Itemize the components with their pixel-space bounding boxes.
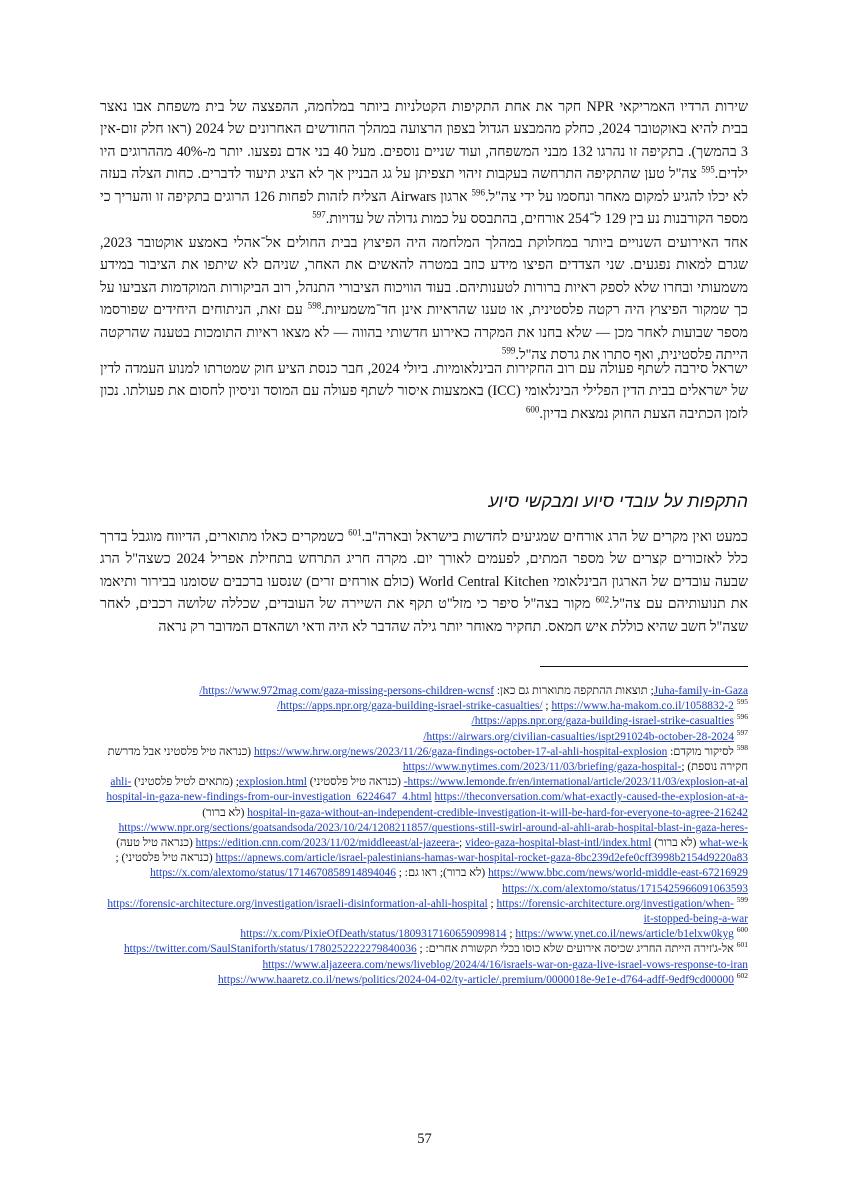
footnote-link[interactable]: explosion.html xyxy=(238,776,307,789)
footnote-link[interactable]: https://www.npr.org/sections/goatsandsoda/2023/10/24/1208211857/questions-still-swirl-around-al-ahli-arab-hospital-blast-in-gaza-heres-what-we-k xyxy=(118,821,748,850)
footnote-link[interactable]: https://www.lemonde.fr/en/international/article/2023/11/03/explosion-at-al- xyxy=(403,776,748,789)
footnote-number: 599 xyxy=(736,895,748,905)
footnote-594-continued xyxy=(100,684,748,699)
section-heading: התקפות על עובדי סיוע ומבקשי סיוע xyxy=(488,491,748,511)
footnote-link[interactable]: https://twitter.com/SaulStaniforth/status/1780252222279840036 xyxy=(123,943,417,956)
footnote-link[interactable]: https://edition.cnn.com/2023/11/02/middleeast/al-jazeera- xyxy=(195,837,460,850)
footnote-link[interactable]: Juha-family-in-Gaza xyxy=(653,685,748,697)
footnote-ref[interactable]: 597 xyxy=(312,209,326,220)
footnote-number: 600 xyxy=(736,925,748,935)
footnote-link[interactable]: https://airwars.org/civilian-casualties/ispt291024b-october-28-2024/ xyxy=(423,730,734,743)
footnote-599 xyxy=(100,897,748,927)
footnote-link[interactable]: https://www.haaretz.co.il/news/politics/2024-04-02/ty-article/.premium/0000018e-9e1e-d764-adff-9edf9cd00000 xyxy=(217,973,734,986)
body-paragraph-1 xyxy=(100,96,748,230)
footnote-number: 596 xyxy=(736,712,748,722)
footnote-ref[interactable]: 600 xyxy=(525,404,540,415)
footnote-ref[interactable]: 599 xyxy=(501,345,516,356)
footnote-number: 601 xyxy=(736,940,748,950)
footnote-number: 595 xyxy=(736,697,748,707)
footnote-link[interactable]: https://x.com/alextomo/status/1714670858914894046 xyxy=(150,867,396,880)
footnote-link[interactable]: https://www.aljazeera.com/news/liveblog/2024/4/16/israels-war-on-gaza-live-israel-vows-response-to-iran xyxy=(262,958,748,971)
footnote-text: ; xyxy=(542,700,552,713)
footnote-link[interactable]: https://apps.npr.org/gaza-building-israel-strike-casualties/ xyxy=(471,715,734,728)
footnote-text: ; xyxy=(487,897,497,910)
footnote-link[interactable]: https://apps.npr.org/gaza-building-israel-strike-casualties/ xyxy=(280,700,543,713)
body-paragraph-2 xyxy=(100,232,748,366)
footnote-601 xyxy=(100,942,748,972)
footnote-ref[interactable]: 601 xyxy=(348,527,362,538)
paragraph-text: מקור בצה"ל סיפר כי מזל"ט תקף את השיירה של העובדים, שכללה שלושה רכבים, לאחר שצה"ל חשב שהיא כוללת איש חמאס. תחקיר מאוחר יותר גילה שהדבר לא היה ודאי ושהאדם המדובר רק נראה xyxy=(100,596,748,635)
paragraph-text: עם זאת, הניתוחים היחידים שפורסמו מספר שבועות לאחר מכן — שלא בחנו את המקרה כאירוע חדשותי בהווה — לא מצאו ראיות התומכות בטענה שהרקטה הייתה פלסטינית, ואף סתרו את גרסת צה"ל. xyxy=(100,302,748,364)
footnote-text: ; xyxy=(395,867,402,880)
footnote-ref[interactable]: 596 xyxy=(471,186,485,197)
footnote-link[interactable]: https://apnews.com/article/israel-palestinians-hamas-war-hospital-rocket-gaza-8bc239d2efe0cff3998b2154d9220a83 xyxy=(215,852,748,865)
paragraph-text: אחד האירועים השנויים ביותר במחלוקת במהלך המלחמה היה הפיצוץ בבית החולים אל־אהלי באמצע אוקטובר 2023, שגרם למאות נפגעים. שני הצדדים הפיצו מידע כוזב במטרה להאשים את האחר, שניהם לא שיתפו את הציבור במידע משמעותי ובחרו שלא לספק ראיות ברורות לטענותיהם. בעוד הוויכוח הציבורי התנהל, רוב הביקורות המוקדמות הצביעו על כך שמקור הפיצוץ היה רקטה פלסטינית, או טענו שהראיות אינן חד־משמעיות. xyxy=(100,235,748,319)
footnote-link[interactable]: https://www.nytimes.com/2023/11/03/briefing/gaza-hospital- xyxy=(402,761,682,774)
footnote-text: (לא ברור); ראו גם: xyxy=(401,867,489,880)
footnote-link[interactable]: https://www.972mag.com/gaza-missing-persons-children-wcnsf/ xyxy=(199,685,495,697)
footnote-text: ; xyxy=(681,761,685,774)
footnote-text: (לא ברור) xyxy=(202,806,248,819)
footnote-text: ; xyxy=(506,928,516,941)
footnotes xyxy=(100,684,748,988)
footnote-text: ; (מתאים לטיל פלסטיני) xyxy=(131,776,239,789)
footnote-text: (כנראה טיל טעה) xyxy=(116,837,196,850)
paragraph-text: כשמקרים כאלו מתוארים, הדיווח מוגבל בדרך כלל לאזכורים קצרים של מספר המתים, לפעמים לאורך יום. מקרה חריג התרחש בתחילת אפריל 2024 כשצה"ל הרג שבעה עובדים של הארגון הבינלאומי World Central Kitchen (כולם אורחים זרים) שנסעו ברכבים שסומנו בבירור ותיאמו את תנועותיהם עם צה"ל. xyxy=(100,529,749,613)
footnote-ref[interactable]: 595 xyxy=(701,164,715,175)
footnote-text: (כנראה טיל פלסטיני) ; xyxy=(115,852,216,865)
body-paragraph-3 xyxy=(100,358,748,425)
footnote-602 xyxy=(100,973,748,988)
footnote-link[interactable]: https://forensic-architecture.org/investigation/israeli-disinformation-al-ahli-hospital xyxy=(107,897,488,910)
footnote-link[interactable]: https://www.bbc.com/news/world-middle-east-67216929 xyxy=(488,867,748,880)
paragraph-text: ישראל סירבה לשתף פעולה עם רוב החקירות הבינלאומיות. ביולי 2024, חבר כנסת הציע חוק שמטרתו למנוע העמדה לדין של ישראלים בבית הדין הפלילי הבינלאומי (ICC) באמצעות איסור לשתף פעולה עם המוסד וניסיון לחסום את פעולתו. נכון לזמן הכתיבה הצעת החוק נמצאת בדיון. xyxy=(100,361,749,422)
paragraph-text: כמעט ואין מקרים של הרג אורחים שמגיעים לחדשות בישראל ובארה"ב. xyxy=(361,529,748,545)
footnote-ref[interactable]: 602 xyxy=(595,594,610,605)
footnote-link[interactable]: https://theconversation.com/what-exactly-caused-the-explosion-at-a-hospital-in-gaza-without-an-independent-credible-investigation-it-will-be-hard-for-everyone-to-agree-216242 xyxy=(247,791,748,819)
footnote-text: אל-ג'זירה הייתה החריג שכיסה אירועים שלא כוסו בכלי תקשורת אחרים: xyxy=(422,943,734,956)
paragraph-text: צה"ל טען שהתקיפה התרחשה בעקבות זיהוי תצפיתן על גג הבניין אך לא הציג תיעוד לדברים. כחות הצלה בעזה לא יכלו להגיע למקום מאחר ונחסמו על ידי צה"ל. xyxy=(100,166,748,205)
footnote-ref[interactable]: 598 xyxy=(307,300,322,311)
paragraph-text: ארגון Airwars הצליח לזהות לפחות 126 הרוגים בתקיפה זו והעריך כי מספר הקורבנות נע בין 129 ל־254 אורחים, בהתבסס על כמות גדולה של עדויות. xyxy=(100,188,748,228)
footnote-text: ; xyxy=(459,837,466,850)
footnote-text: לסיקור מוקדם: xyxy=(667,745,734,758)
footnote-link[interactable]: video-gaza-hospital-blast-intl/index.html xyxy=(465,837,652,850)
footnote-text: ; xyxy=(416,943,423,956)
footnote-link[interactable]: https://x.com/PixieOfDeath/status/1809317160659099814 xyxy=(240,928,507,941)
footnote-text: ; תוצאות ההתקפה מתוארות גם כאן: xyxy=(494,685,654,697)
footnote-text: (כנראה טיל פלסטיני) xyxy=(306,776,404,789)
footnote-number: 597 xyxy=(736,727,748,737)
footnote-link[interactable]: https://www.ynet.co.il/news/article/b1elxw0kyg xyxy=(515,928,734,941)
footnote-divider xyxy=(540,666,748,667)
paragraph-text: שירות הרדיו האמריקאי NPR חקר את אחת התקיפות הקטלניות ביותר במלחמה, ההפצצה של בית משפחת אבו נאצר בבית להיא באוקטובר 2024, כחלק מהמבצע הגדול בצפון הרצועה במהלך החודשים האחרונים של 2024 (ראו חלק זום-אין 3 בהמשך). בתקיפה זו נהרגו 132 מבני המשפחה, ועוד שניים נוספים. מעל 40 בני אדם נפצעו. יותר מ-40% מההרוגים היו ילדים. xyxy=(100,99,749,183)
body-paragraph-4 xyxy=(100,526,748,638)
footnote-link[interactable]: https://x.com/alextomo/status/1715425966091063593 xyxy=(502,882,748,895)
page-number: 57 xyxy=(417,1131,432,1147)
footnote-number: 598 xyxy=(736,743,748,753)
footnote-text: (לא ברור) xyxy=(651,837,700,850)
footnote-600 xyxy=(100,927,748,942)
footnote-link[interactable]: https://www.hrw.org/news/2023/11/26/gaza-findings-october-17-al-ahli-hospital-explosion xyxy=(253,745,668,758)
footnote-text: (כנראה טיל פלסטיני אבל מדרשת חקירה נוספת) xyxy=(107,745,748,774)
footnote-link[interactable]: ahli-hospital-in-gaza-new-findings-from-our-investigation_6224647_4.html xyxy=(106,776,432,804)
footnote-595 xyxy=(100,699,748,714)
footnote-598 xyxy=(100,745,748,897)
footnote-597 xyxy=(100,727,748,745)
footnote-link[interactable]: https://forensic-architecture.org/investigation/when-it-stopped-being-a-war xyxy=(496,897,748,926)
footnote-number: 602 xyxy=(736,971,748,981)
footnote-link[interactable]: https://www.ha-makom.co.il/1058832-2/ xyxy=(277,700,734,713)
footnote-596 xyxy=(100,714,748,729)
